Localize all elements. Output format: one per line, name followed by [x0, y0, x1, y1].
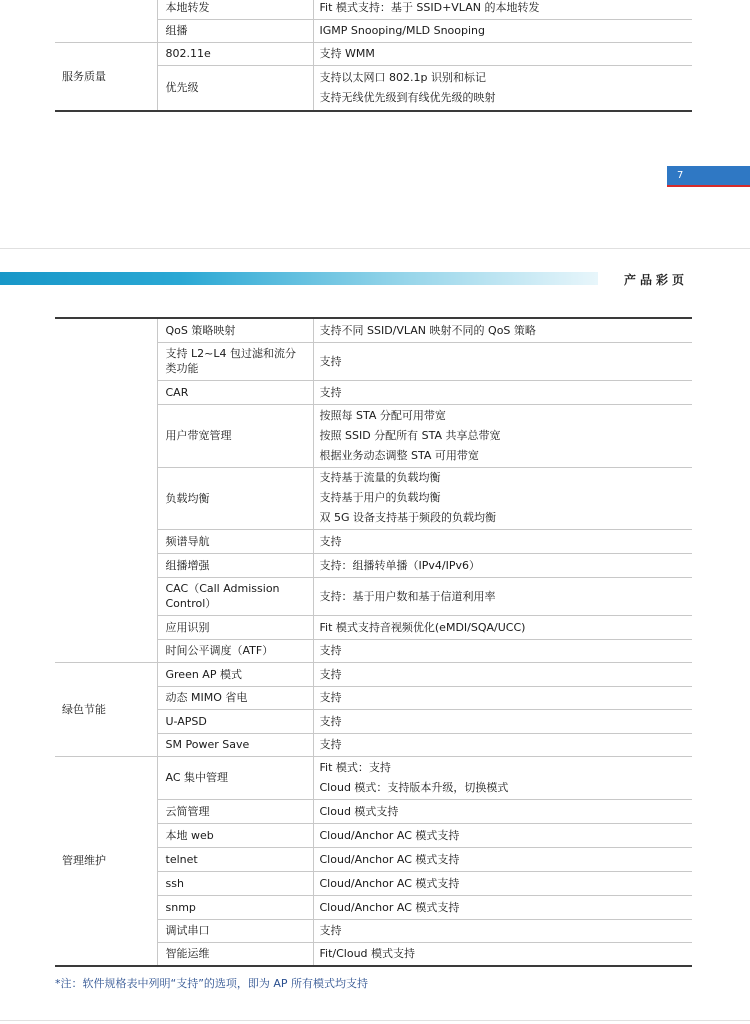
feature-cell: 调试串口 [157, 919, 313, 942]
feature-cell: CAC（Call Admission Control） [157, 577, 313, 615]
support-cell: Fit 模式支持音视频优化(eMDI/SQA/UCC) [313, 615, 692, 639]
table-row [55, 0, 692, 19]
page-number-underline [667, 185, 750, 187]
table-row [55, 662, 692, 686]
table-row [55, 756, 692, 799]
feature-cell: 802.11e [157, 42, 313, 65]
support-line: 支持基于用户的负载均衡 [319, 491, 441, 504]
feature-cell: snmp [157, 895, 313, 919]
support-cell: Cloud/Anchor AC 模式支持 [313, 895, 692, 919]
support-cell [313, 756, 692, 799]
feature-cell: 用户带宽管理 [157, 404, 313, 467]
support-line: 支持以太网口 802.1p 识别和标记 [319, 70, 486, 84]
support-cell: Cloud 模式支持 [313, 799, 692, 823]
category-cell-management: 管理维护 [55, 756, 157, 966]
support-cell: 支持 [313, 342, 692, 380]
feature-cell: 组播 [157, 19, 313, 42]
feature-cell: SM Power Save [157, 733, 313, 756]
support-cell: 支持 [313, 686, 692, 709]
header-gradient-bar [0, 272, 598, 285]
feature-cell: 智能运维 [157, 942, 313, 966]
support-cell: Cloud/Anchor AC 模式支持 [313, 871, 692, 895]
category-cell [55, 0, 157, 42]
feature-cell: ssh [157, 871, 313, 895]
support-cell: 支持 [313, 380, 692, 404]
support-cell: 支持 [313, 733, 692, 756]
support-cell: 支持 [313, 529, 692, 553]
support-cell [313, 404, 692, 467]
support-line: Fit 模式：支持 [319, 760, 391, 774]
feature-cell: QoS 策略映射 [157, 318, 313, 342]
support-cell: Fit/Cloud 模式支持 [313, 942, 692, 966]
page-number: 7 [667, 166, 750, 185]
feature-cell: 本地 web [157, 823, 313, 847]
support-cell: 支持 [313, 662, 692, 686]
feature-cell: 负载均衡 [157, 467, 313, 529]
feature-cell: Green AP 模式 [157, 662, 313, 686]
page-divider [0, 248, 750, 249]
support-cell: Cloud/Anchor AC 模式支持 [313, 823, 692, 847]
support-line: 支持基于流量的负载均衡 [319, 471, 441, 484]
support-line: 按照每 STA 分配可用带宽 [319, 408, 446, 422]
spec-table-main [55, 317, 692, 967]
support-cell: IGMP Snooping/MLD Snooping [313, 19, 692, 42]
support-cell: 支持 [313, 919, 692, 942]
feature-cell: 本地转发 [157, 0, 313, 19]
footnote: *注：软件规格表中列明“支持”的选项，即为 AP 所有模式均支持 [55, 977, 369, 990]
support-cell [313, 65, 692, 111]
feature-cell: 时间公平调度（ATF） [157, 639, 313, 662]
feature-cell: CAR [157, 380, 313, 404]
support-cell [313, 467, 692, 529]
category-cell: 服务质量 [55, 42, 157, 111]
table-row [55, 318, 692, 342]
feature-cell: 优先级 [157, 65, 313, 111]
feature-cell: 频谱导航 [157, 529, 313, 553]
feature-cell: AC 集中管理 [157, 756, 313, 799]
support-cell: 支持 [313, 639, 692, 662]
feature-cell: 支持 L2~L4 包过滤和流分类功能 [157, 342, 313, 380]
support-line: 支持无线优先级到有线优先级的映射 [319, 90, 496, 104]
table-row [55, 42, 692, 65]
feature-cell: U-APSD [157, 709, 313, 733]
spec-table-top [55, 0, 692, 112]
feature-cell: telnet [157, 847, 313, 871]
category-cell [55, 318, 157, 662]
support-cell: 支持不同 SSID/VLAN 映射不同的 QoS 策略 [313, 318, 692, 342]
feature-cell: 应用识别 [157, 615, 313, 639]
support-cell: Fit 模式支持：基于 SSID+VLAN 的本地转发 [313, 0, 692, 19]
feature-cell: 组播增强 [157, 553, 313, 577]
feature-cell: 云简管理 [157, 799, 313, 823]
support-cell: 支持 WMM [313, 42, 692, 65]
support-cell: 支持：组播转单播（IPv4/IPv6） [313, 553, 692, 577]
page-bottom-divider [0, 1020, 750, 1021]
support-cell: 支持 [313, 709, 692, 733]
support-line: 根据业务动态调整 STA 可用带宽 [319, 448, 479, 462]
page-header-title: 产品彩页 [624, 273, 689, 287]
category-cell-green: 绿色节能 [55, 662, 157, 756]
support-cell: Cloud/Anchor AC 模式支持 [313, 847, 692, 871]
support-line: 按照 SSID 分配所有 STA 共享总带宽 [319, 428, 501, 442]
support-line: 双 5G 设备支持基于频段的负载均衡 [319, 511, 497, 524]
feature-cell: 动态 MIMO 省电 [157, 686, 313, 709]
support-cell: 支持：基于用户数和基于信道利用率 [313, 577, 692, 615]
support-line: Cloud 模式：支持版本升级，切换模式 [319, 780, 509, 794]
